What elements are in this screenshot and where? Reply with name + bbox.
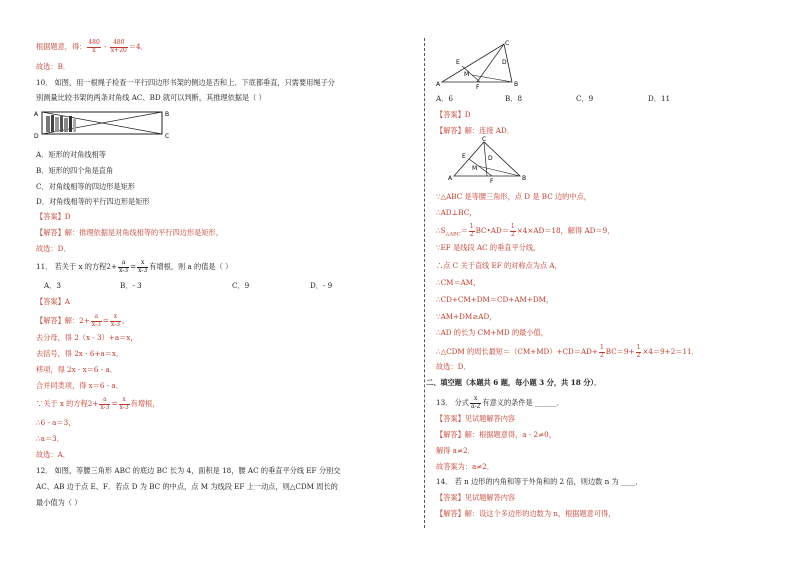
text: - bbox=[101, 42, 109, 51]
denominator: x-3 bbox=[100, 403, 110, 411]
denominator: x-3 bbox=[118, 266, 129, 274]
book bbox=[69, 116, 72, 132]
text: 2+ bbox=[79, 316, 90, 325]
label-d: D bbox=[488, 155, 493, 162]
q11-step: ∴a＝3． bbox=[36, 434, 64, 443]
q14-answer: 【答案】见试题解答内容 bbox=[436, 493, 516, 502]
q12-step bbox=[436, 224, 614, 239]
q12-choice: 故选：D． bbox=[436, 362, 471, 371]
numerator: a bbox=[99, 397, 110, 405]
label-f: F bbox=[490, 178, 494, 184]
numerator: x bbox=[110, 314, 121, 322]
q11-choice: 故选：A． bbox=[36, 450, 70, 459]
text: = bbox=[102, 316, 109, 325]
q12-step: ∴AD⊥BC， bbox=[436, 208, 477, 217]
book bbox=[73, 119, 76, 132]
text: 2+ bbox=[106, 262, 117, 271]
label-c: C bbox=[482, 136, 487, 143]
denominator: x bbox=[92, 46, 96, 54]
q11-stem bbox=[36, 260, 232, 274]
q12-option-c[interactable]: C．9 bbox=[576, 94, 594, 103]
text: ∴△CDM 的周长最短＝（CM+MD）+CD＝AD+ bbox=[436, 347, 598, 356]
numerator: x bbox=[470, 396, 481, 404]
fraction bbox=[636, 345, 642, 359]
book bbox=[64, 118, 68, 132]
label-e: E bbox=[462, 153, 466, 160]
text: 2+ bbox=[87, 399, 99, 408]
text: ， bbox=[122, 316, 130, 325]
q12-step: ∴AD 的长为 CM+MD 的最小值， bbox=[436, 328, 548, 337]
fraction bbox=[469, 224, 475, 238]
fraction bbox=[110, 314, 121, 328]
q12-step: ∵EF 是线段 AC 的垂直平分线， bbox=[436, 243, 541, 252]
fraction bbox=[599, 345, 605, 359]
text: 【解答】解： bbox=[36, 316, 80, 325]
denominator: a-2 bbox=[471, 402, 481, 410]
q14-stem: 14． 若 n 边形的内角和等于外角和的 2 倍，则边数 n 为 ____． bbox=[436, 477, 643, 486]
q13-step: 故答案为：a≠2． bbox=[436, 462, 495, 471]
label-e: E bbox=[456, 59, 460, 66]
q12-step: ∵△ABC 是等腰三角形，点 D 是 BC 边的中点， bbox=[436, 192, 591, 201]
text: = bbox=[111, 399, 118, 408]
numerator: a bbox=[118, 260, 129, 268]
text: 根据题意，得： bbox=[36, 42, 87, 51]
q12-step: ∴CD+CM+DM＝CD+AM+DM， bbox=[436, 295, 554, 304]
book bbox=[51, 115, 54, 132]
numerator: 1 bbox=[599, 344, 604, 351]
q12-option-d[interactable]: D．11 bbox=[648, 94, 671, 103]
q13-stem bbox=[436, 396, 564, 410]
label-b: B bbox=[522, 175, 527, 182]
q11-option-b[interactable]: B．- 3 bbox=[120, 281, 142, 290]
q11-step: 去分母，得 2（x - 3）+a＝x， bbox=[36, 333, 138, 342]
q10-option-b[interactable]: B．矩形的四个角是直角 bbox=[36, 166, 114, 175]
q11-step bbox=[36, 397, 159, 411]
text: BC＝9+ bbox=[605, 347, 635, 356]
denominator: x-3 bbox=[110, 320, 121, 328]
triangle-figure bbox=[436, 38, 522, 90]
fraction bbox=[137, 260, 148, 274]
text: = bbox=[130, 262, 137, 271]
q12-step bbox=[436, 345, 699, 359]
numerator: 1 bbox=[510, 223, 515, 230]
q11-step: 去括号，得 2x - 6+a＝x． bbox=[36, 349, 124, 358]
text: 有意义的条件是 ______． bbox=[482, 398, 564, 407]
fraction bbox=[99, 397, 110, 411]
label-b: B bbox=[165, 111, 170, 118]
label-c: C bbox=[165, 133, 170, 140]
denominator: x-3 bbox=[91, 320, 101, 328]
triangle-figure-2 bbox=[448, 136, 528, 184]
denominator: x-3 bbox=[138, 266, 148, 274]
label-b: B bbox=[514, 81, 519, 88]
q11-answer: 【答案】A bbox=[36, 297, 70, 306]
numerator: 1 bbox=[469, 223, 474, 230]
q11-step: 移项，得 2x - x＝6 - a． bbox=[36, 365, 117, 374]
q10-choice: 故选：D． bbox=[36, 244, 71, 253]
numerator: x bbox=[119, 397, 130, 405]
text: ∵关于 x 的方程 bbox=[36, 399, 88, 408]
text: ∴S bbox=[436, 226, 446, 235]
denominator: 2 bbox=[636, 351, 641, 359]
q13-solution: 【解答】解：根据题意得，a - 2≠0， bbox=[436, 430, 556, 439]
label-m: M bbox=[472, 165, 478, 172]
q10-option-a[interactable]: A．矩形的对角线相等 bbox=[36, 150, 106, 159]
section-heading: 二、填空题（本题共 6 题，每小题 3 分，共 18 分）． bbox=[426, 378, 602, 387]
q12-stem-2: AC、AB 边于点 E、F．若点 D 为 BC 的中点，点 M 为线段 EF 上一动点，则△CDM 周长的 bbox=[36, 482, 338, 491]
q12-stem-3: 最小值为（ ） bbox=[36, 498, 82, 507]
q11-step: 合并同类项，得 x＝6 - a． bbox=[36, 381, 123, 390]
q10-answer: 【答案】D bbox=[36, 212, 71, 221]
label-f: F bbox=[476, 84, 480, 90]
q12-step: ∴CM＝AM， bbox=[436, 278, 481, 287]
denominator: 2 bbox=[599, 351, 604, 359]
text: BC•AD＝ bbox=[475, 226, 509, 235]
q12-answer: 【答案】D bbox=[436, 110, 471, 119]
q12-option-b[interactable]: B．8 bbox=[505, 94, 523, 103]
q12-step: ∴点 C 关于直线 EF 的对称点为点 A， bbox=[436, 261, 562, 270]
subscript: △ABC bbox=[445, 231, 461, 238]
fraction bbox=[510, 224, 516, 238]
q12-step: ∵AM+DM≥AD， bbox=[436, 312, 497, 321]
numerator: 1 bbox=[636, 344, 641, 351]
q11-option-d[interactable]: D．- 9 bbox=[310, 281, 333, 290]
q9-equation-line bbox=[36, 40, 148, 54]
numerator: 480 bbox=[110, 40, 128, 48]
text: 有增根，则 a 的值是（ ） bbox=[149, 262, 233, 271]
text: ×4×AD＝18，解得 AD＝9， bbox=[516, 226, 615, 235]
fraction bbox=[110, 40, 128, 54]
q10-solution: 【解答】解：推理依据是对角线相等的平行四边形是矩形， bbox=[36, 228, 223, 237]
q11-step: ∴6 - a＝3， bbox=[36, 418, 76, 427]
label-d: D bbox=[502, 59, 507, 66]
q12-option-a[interactable]: A．6 bbox=[436, 94, 453, 103]
q9-choice: 故选：B． bbox=[36, 62, 71, 71]
text: 11． 若关于 x 的方程 bbox=[36, 262, 107, 271]
q12-solution: 【解答】解：连接 AD． bbox=[436, 126, 514, 135]
label-a: A bbox=[448, 175, 453, 182]
q14-solution: 【解答】解：设这个多边形的边数为 n，根据题意可得， bbox=[436, 509, 616, 518]
label-c: C bbox=[505, 40, 510, 47]
label-a: A bbox=[436, 81, 441, 88]
fraction bbox=[470, 396, 481, 410]
numerator: a bbox=[91, 314, 102, 322]
numerator: 480 bbox=[88, 39, 100, 46]
denominator: x+20 bbox=[110, 46, 127, 54]
line-cm bbox=[478, 166, 520, 176]
q10-stem-1: 10． 如图，用一根绳子检查一平行四边形书架的侧边是否和上、下底都垂直，只需要用绳子分 bbox=[36, 78, 335, 87]
label-m: M bbox=[464, 71, 470, 78]
fraction bbox=[87, 40, 100, 54]
q10-option-c[interactable]: C．对角线相等的四边形是矩形 bbox=[36, 182, 135, 191]
bookshelf-figure bbox=[34, 107, 170, 141]
book bbox=[55, 117, 59, 132]
fraction bbox=[91, 314, 102, 328]
q11-solution-start bbox=[36, 314, 129, 328]
q10-option-d[interactable]: D．对角线相等的平行四边形是矩形 bbox=[36, 197, 150, 206]
q11-option-c[interactable]: C．9 bbox=[232, 281, 250, 290]
q10-stem-2: 别测量比较书架的两条对角线 AC、BD 就可以判断，其推理依据是（ ） bbox=[36, 93, 266, 102]
q12-stem-1: 12． 如图，等腰三角形 ABC 的底边 BC 长为 4，面积是 18，腰 AC 的垂直平分线 EF 分别交 bbox=[36, 466, 341, 475]
label-a: A bbox=[34, 111, 39, 118]
book bbox=[60, 116, 63, 132]
text: ＝ bbox=[460, 226, 468, 235]
q13-step: 解得 a≠2． bbox=[436, 446, 475, 455]
fraction bbox=[118, 260, 129, 274]
text: 有增根， bbox=[130, 399, 160, 408]
text: 13． 分式 bbox=[436, 398, 469, 407]
denominator: 2 bbox=[510, 230, 515, 238]
label-d: D bbox=[34, 133, 39, 140]
numerator: x bbox=[137, 260, 148, 268]
column-divider bbox=[424, 38, 425, 528]
q13-answer: 【答案】见试题解答内容 bbox=[436, 414, 516, 423]
fraction bbox=[119, 397, 130, 411]
denominator: x-3 bbox=[119, 403, 129, 411]
denominator: 2 bbox=[469, 230, 474, 238]
q11-option-a[interactable]: A．3 bbox=[44, 281, 61, 290]
text: ＝4． bbox=[128, 42, 148, 51]
book bbox=[46, 116, 50, 132]
text: ×4＝9+2＝11． bbox=[642, 347, 699, 356]
